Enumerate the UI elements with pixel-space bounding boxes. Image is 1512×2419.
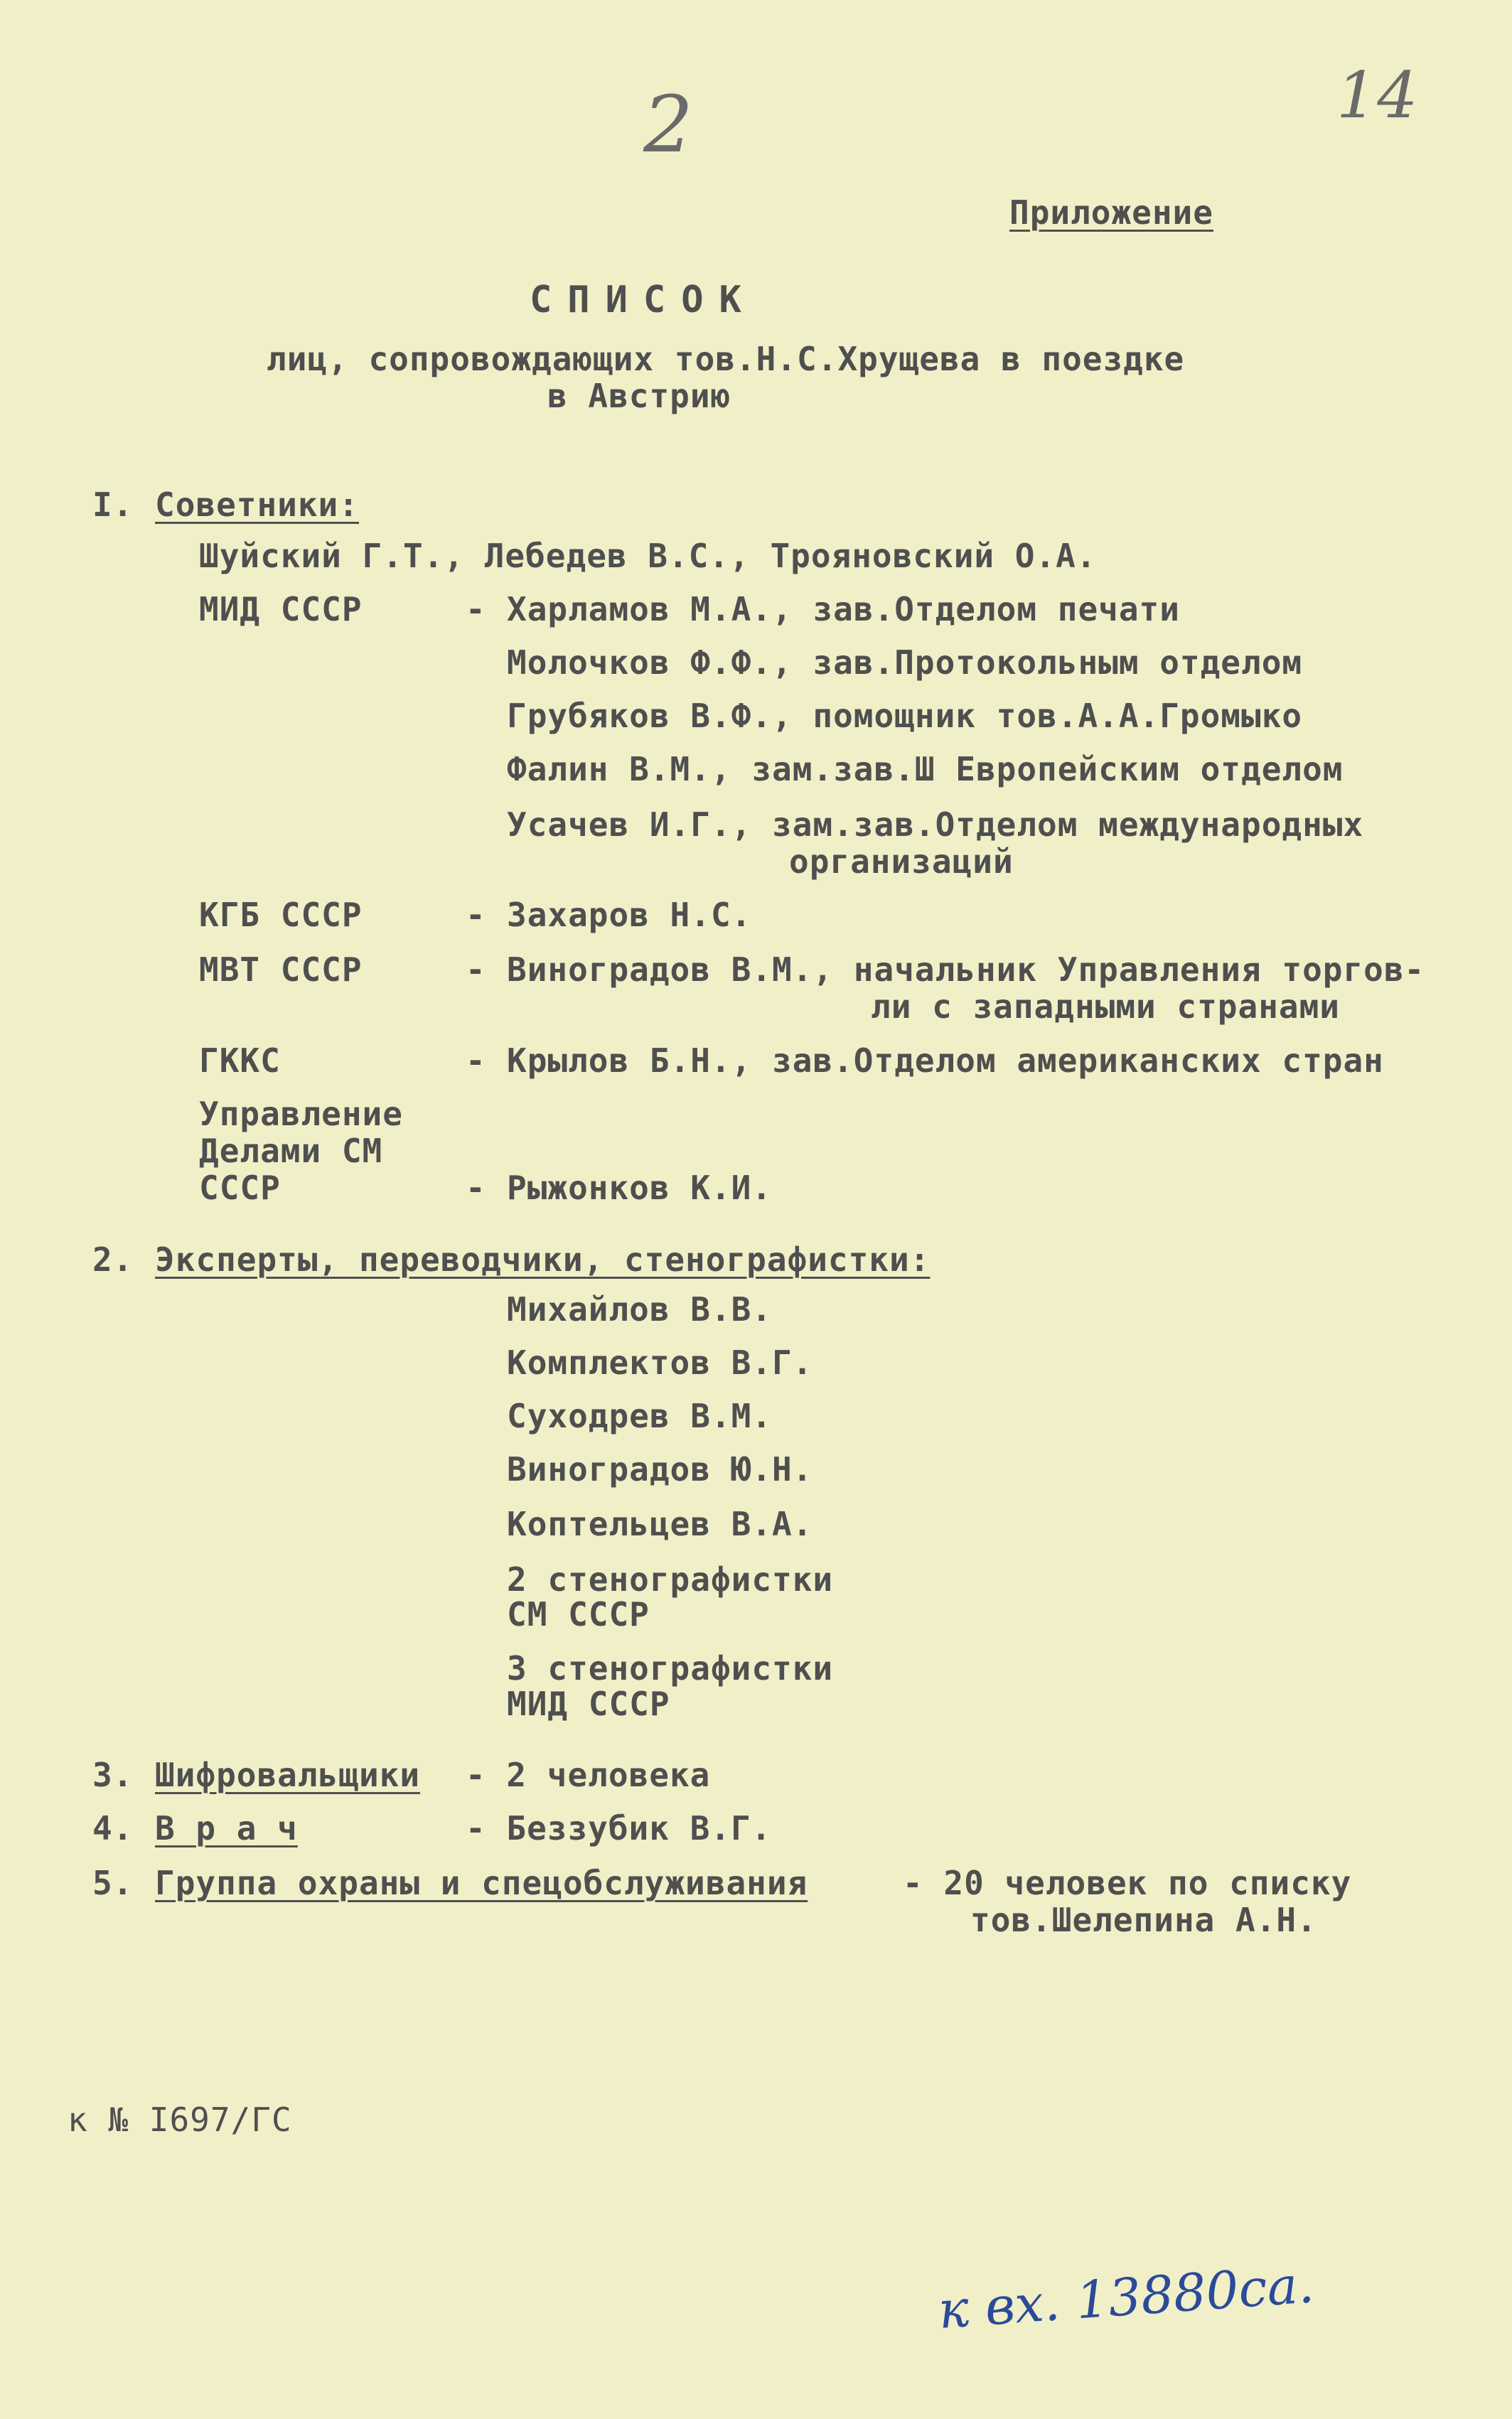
expert-item: МИД СССР [507, 1685, 670, 1723]
mvt-member-line1: Виноградов В.М., начальник Управления торгов- [507, 950, 1425, 989]
mid-member-line: Усачев И.Г., зам.зав.Отделом международных [507, 805, 1364, 844]
expert-item: 3 стенографистки [507, 1649, 834, 1688]
mid-member-line: Фалин В.М., зам.зав.Ш Европейским отделом [507, 750, 1344, 788]
expert-item: Коптельцев В.А. [507, 1505, 813, 1543]
org-mid: МИД СССР [199, 590, 363, 628]
expert-item: Виноградов Ю.Н. [507, 1450, 813, 1489]
org-mvt-dash: - [466, 950, 486, 989]
section-3-text: - 2 человека [466, 1756, 711, 1794]
section-1-label: Советники: [155, 486, 359, 524]
org-ud-line2: Делами СМ [199, 1132, 383, 1170]
section-3-number: 3. [92, 1756, 134, 1794]
org-ud-line1: Управление [199, 1095, 403, 1133]
org-ud-line3: СССР [199, 1169, 281, 1207]
org-mid-dash: - [466, 590, 486, 628]
expert-item: Комплектов В.Г. [507, 1343, 813, 1382]
section-5-label: Группа охраны и спецобслуживания [155, 1864, 808, 1902]
reference-number: к № I697/ГС [68, 2101, 292, 2139]
expert-item: 2 стенографистки [507, 1560, 834, 1599]
section-2-label: Эксперты, переводчики, стенографистки: [155, 1240, 931, 1279]
section-5-text-line1: - 20 человек по списку [903, 1864, 1352, 1902]
section-1-number: I. [92, 486, 134, 524]
section-4-label: В р а ч [155, 1809, 298, 1847]
kgb-member: Захаров Н.С. [507, 896, 752, 934]
mid-member-line: Молочков Ф.Ф., зав.Протокольным отделом [507, 643, 1303, 682]
section-4-number: 4. [92, 1809, 134, 1847]
section-4-text: - Беззубик В.Г. [466, 1809, 772, 1847]
section-5-text-line2: тов.Шелепина А.Н. [970, 1901, 1317, 1939]
org-ud-dash: - [466, 1169, 486, 1207]
handwritten-incoming-note: к вх. 13880са. [936, 2254, 1316, 2340]
mid-member-line: Грубяков В.Ф., помощник тов.А.А.Громыко [507, 697, 1303, 735]
handwritten-page-number: 14 [1336, 58, 1418, 133]
section-3-label: Шифровальщики [155, 1756, 421, 1794]
document-subtitle-line2: в Австрию [547, 377, 731, 415]
expert-item: Михайлов В.В. [507, 1290, 773, 1329]
org-gkks-dash: - [466, 1041, 486, 1080]
org-gkks: ГККС [199, 1041, 281, 1080]
advisers-names: Шуйский Г.Т., Лебедев В.С., Трояновский О.А. [199, 537, 1097, 575]
mid-member-line: организаций [789, 842, 1014, 881]
expert-item: Суходрев В.М. [507, 1397, 773, 1435]
handwritten-mark-top: 2 [643, 79, 693, 170]
section-2-number: 2. [92, 1240, 134, 1279]
org-mvt: МВТ СССР [199, 950, 363, 989]
ud-member: Рыжонков К.И. [507, 1169, 773, 1207]
mvt-member-line2: ли с западными странами [871, 987, 1340, 1026]
expert-item: СМ СССР [507, 1595, 650, 1634]
mid-member-line: Харламов М.А., зав.Отделом печати [507, 590, 1180, 628]
gkks-member: Крылов Б.Н., зав.Отделом американских стран [507, 1041, 1384, 1080]
document-subtitle-line1: лиц, сопровождающих тов.Н.С.Хрущева в поездке [267, 340, 1185, 378]
appendix-label: Приложение [1009, 193, 1213, 232]
section-5-number: 5. [92, 1864, 134, 1902]
org-kgb-dash: - [466, 896, 486, 934]
org-kgb: КГБ СССР [199, 896, 363, 934]
document-title: СПИСОК [530, 279, 757, 321]
